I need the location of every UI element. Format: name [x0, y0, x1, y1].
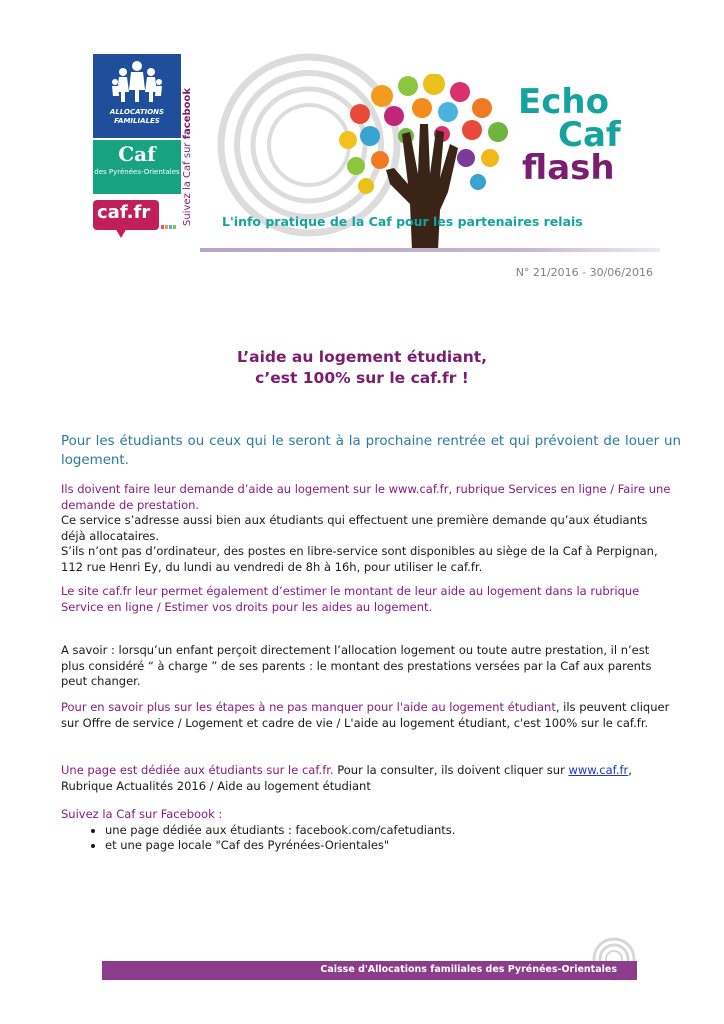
estimation-rubrique: dans la rubrique Service en ligne / Estimer vos droits pour les aides au logement. — [61, 584, 640, 614]
cafr-dots — [161, 214, 177, 218]
paragraph-a-savoir — [61, 643, 673, 690]
list-item: • une page dédiée aux étudiants : facebook.com/cafetudiants. — [105, 823, 673, 839]
paragraph-en-savoir-plus — [61, 700, 673, 731]
flash-title: flash — [522, 148, 615, 188]
facebook-follow-banner — [180, 60, 202, 230]
list-item: • et une page locale "Caf des Pyrénées-Orientales" — [105, 838, 673, 854]
page-dediee-rubrique: , Rubrique Actualités 2016 / Aide au logement étudiant — [61, 763, 632, 793]
paragraph-facebook — [61, 807, 673, 854]
intro-paragraph: Pour les étudiants ou ceux qui le seront à la prochaine rentrée et qui prévoient de louer un logement. — [61, 434, 681, 468]
footer-text: Caisse d'Allocations familiales des Pyrénées-Orientales — [320, 964, 617, 975]
page-dediee-highlight: Une page est dédiée aux étudiants sur le caf.fr. — [61, 763, 334, 777]
cafr-logo-text: caf.fr — [97, 202, 151, 223]
facebook-heading: Suivez la Caf sur Facebook : — [61, 807, 223, 821]
a-savoir-label: A savoir : — [61, 643, 115, 657]
a-savoir-text: lorsqu’un enfant perçoit directement l’allocation logement ou toute autre prestation, il n’est plus considéré “ à charge ” de ses parents : le montant des prestations versées par la Caf aux parents peut changer. — [61, 643, 652, 688]
caf-logo — [93, 54, 181, 242]
article-title-line-2: c’est 100% sur le caf.fr ! — [255, 369, 469, 387]
caf-logo-text: Caf — [118, 142, 156, 166]
estimation-highlight: Le site caf.fr leur permet également d’estimer le montant de leur aide au logement — [61, 584, 542, 598]
en-savoir-plus-text: , ils peuvent cliquer sur Offre de service / Logement et cadre de vie / L'aide au logement étudiant, c'est 100% sur le caf.fr. — [61, 700, 670, 730]
en-savoir-plus-highlight: Pour en savoir plus sur les étapes à ne pas manquer pour l'aide au logement étudiant — [61, 700, 556, 714]
caf-title: Caf — [558, 115, 621, 155]
caf-logo-subtitle: des Pyrénées-Orientales — [94, 168, 180, 176]
caf-pyrenees-logo — [93, 140, 181, 194]
cafr-bubble-tail — [115, 228, 127, 238]
demande-service-text: Ce service s’adresse aussi bien aux étudiants qui effectuent une première demande qu’aux étudiants déjà allocataires. — [61, 513, 648, 543]
allocations-familiales-text: ALLOCATIONS FAMILIALES — [109, 108, 165, 125]
caf-fr-link[interactable]: www.caf.fr — [568, 763, 629, 777]
family-figures-icon — [109, 60, 165, 104]
demande-libre-service-text: S’ils n’ont pas d’ordinateur, des postes en libre-service sont disponibles au siège de la Caf à Perpignan, 112 rue Henri Ey, du lundi au vendredi de 8h à 16h, pour utiliser le caf.fr. — [61, 544, 658, 574]
facebook-follow-text — [182, 88, 193, 226]
facebook-word: facebook — [182, 87, 193, 140]
footer-bar — [102, 961, 637, 980]
facebook-list — [61, 823, 673, 854]
header-divider — [200, 248, 660, 252]
page-dediee-text: Pour la consulter, ils doivent cliquer sur — [333, 763, 569, 777]
paragraph-page-dediee — [61, 763, 673, 794]
demande-highlight: Ils doivent faire leur demande d’aide au logement sur le www.caf.fr — [61, 482, 449, 496]
article-title-line-1: L’aide au logement étudiant, — [236, 348, 488, 366]
paragraph-demande — [61, 482, 673, 575]
paragraph-estimation — [61, 584, 673, 615]
article-title — [120, 347, 604, 389]
header-tagline: L'info pratique de la Caf pour les partenaires relais — [222, 214, 583, 229]
echo-title: Echo — [518, 82, 609, 122]
issue-number: N° 21/2016 - 30/06/2016 — [515, 266, 653, 279]
allocations-familiales-logo — [93, 54, 181, 138]
demande-rubrique: , rubrique Services en ligne / Faire une demande de prestation. — [61, 482, 671, 512]
facebook-prefix: Suivez la Caf sur — [182, 139, 193, 226]
cafr-logo — [93, 198, 181, 242]
